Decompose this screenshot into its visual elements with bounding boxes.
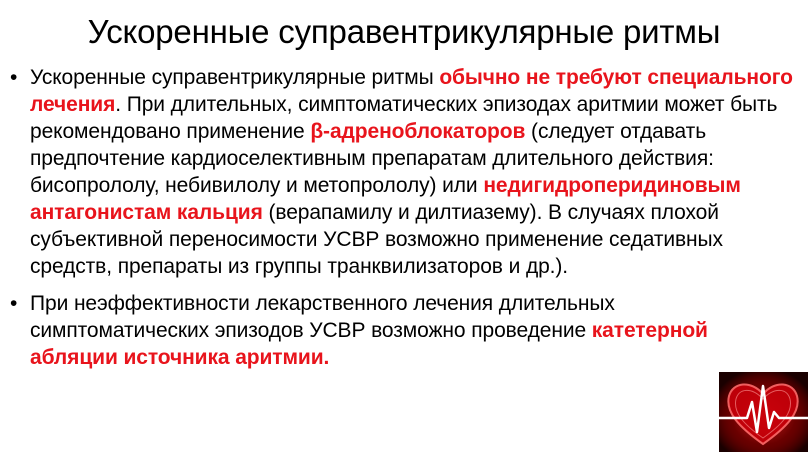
bullet-1-highlight-1: обычно не требуют специального лечения	[30, 66, 793, 116]
bullet-list	[8, 64, 798, 381]
bullet-1-highlight-3: недигидроперидиновым антагонистам кальция	[30, 174, 741, 224]
bullet-marker: •	[10, 66, 18, 89]
bullet-1-highlight-2: β-адреноблокаторов	[310, 120, 526, 143]
bullet-1-text-3: (следует отдавать предпочтение кардиоселективным препаратам длительного действия: бисопрололу, небивилолу и метопрололу) или	[30, 120, 714, 197]
bullet-marker: •	[10, 292, 18, 315]
bullet-1-text-4: (верапамилу и дилтиазему). В случаях плохой субъективной переносимости УСВР возможно применение седативных средств, препараты из группы транквилизаторов и др.).	[30, 201, 723, 278]
slide-title: Ускоренные суправентрикулярные ритмы	[87, 13, 721, 50]
heart-ecg-image	[719, 372, 808, 452]
bullet-item-1	[8, 64, 798, 280]
bullet-2-highlight-1: катетерной абляции источника аритмии.	[30, 319, 708, 369]
bullet-1-text-1: Ускоренные суправентрикулярные ритмы	[30, 66, 440, 89]
heart-ecg-icon	[719, 372, 808, 452]
bullet-1-text-2: . При длительных, симптоматических эпизодах аритмии может быть рекомендовано применение	[30, 93, 778, 143]
bullet-item-2	[8, 290, 798, 371]
bullet-2-text-1: При неэффективности лекарственного лечения длительных симптоматических эпизодов УСВР возможно проведение	[30, 292, 615, 342]
